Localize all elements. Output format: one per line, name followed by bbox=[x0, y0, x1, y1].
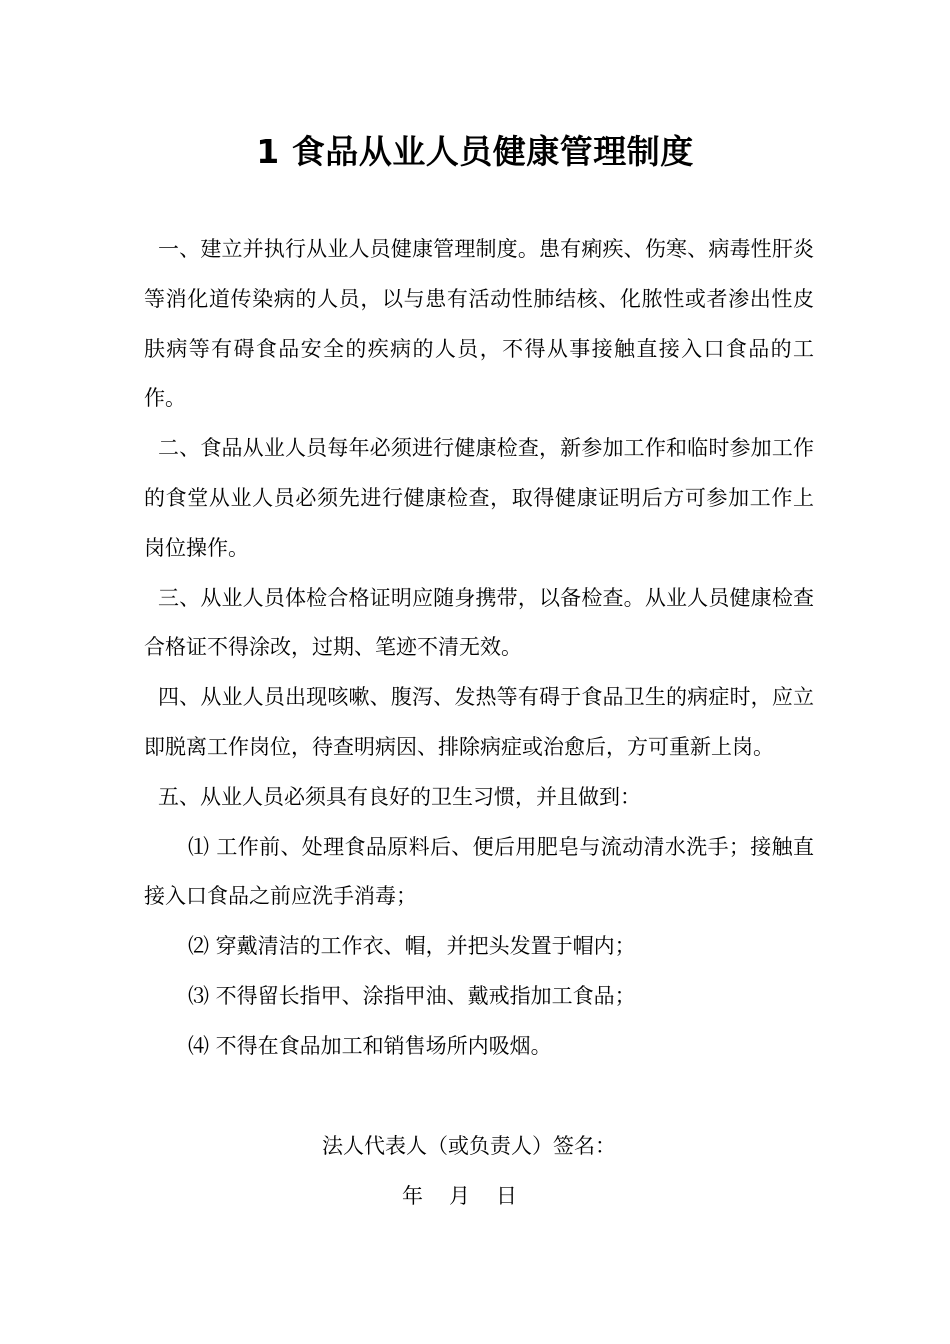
date-month-label: 月 bbox=[449, 1183, 470, 1208]
paragraph-3: 三、从业人员体检合格证明应随身携带，以备检查。从业人员健康检查合格证不得涂改，过期、笔迹不清无效。 bbox=[144, 585, 814, 660]
list-item-2: ⑵ 穿戴清洁的工作衣、帽，并把头发置于帽内； bbox=[188, 934, 636, 959]
paragraph-1: 一、建立并执行从业人员健康管理制度。患有痢疾、伤寒、病毒性肝炎等消化道传染病的人员，以与患有活动性肺结核、化脓性或者渗出性皮肤病等有碍食品安全的疾病的人员，不得从事接触直接入口食品的工作。 bbox=[144, 237, 814, 411]
paragraph-4: 四、从业人员出现咳嗽、腹泻、发热等有碍于食品卫生的病症时，应立即脱离工作岗位，待查明病因、排除病症或治愈后，方可重新上岗。 bbox=[144, 685, 814, 759]
date-day-label: 日 bbox=[496, 1183, 517, 1208]
paragraph-5: 五、从业人员必须具有良好的卫生习惯，并且做到： bbox=[158, 784, 641, 809]
list-item-1: ⑴ 工作前、处理食品原料后、便后用肥皂与流动清水洗手；接触直接入口食品之前应洗手消毒； bbox=[144, 834, 814, 909]
document-body bbox=[144, 225, 814, 1072]
signature-block bbox=[144, 1122, 814, 1222]
list-item-4: ⑷ 不得在食品加工和销售场所内吸烟。 bbox=[188, 1033, 552, 1058]
signature-label: 法人代表人（或负责人）签名： bbox=[322, 1134, 616, 1158]
date-year-label: 年 bbox=[402, 1183, 423, 1208]
date-line bbox=[144, 1172, 814, 1222]
page-title: 1 食品从业人员健康管理制度 bbox=[256, 132, 694, 171]
list-item-3: ⑶ 不得留长指甲、涂指甲油、戴戒指加工食品； bbox=[188, 983, 636, 1008]
paragraph-2: 二、食品从业人员每年必须进行健康检查，新参加工作和临时参加工作的食堂从业人员必须先进行健康检查，取得健康证明后方可参加工作上岗位操作。 bbox=[144, 436, 814, 560]
